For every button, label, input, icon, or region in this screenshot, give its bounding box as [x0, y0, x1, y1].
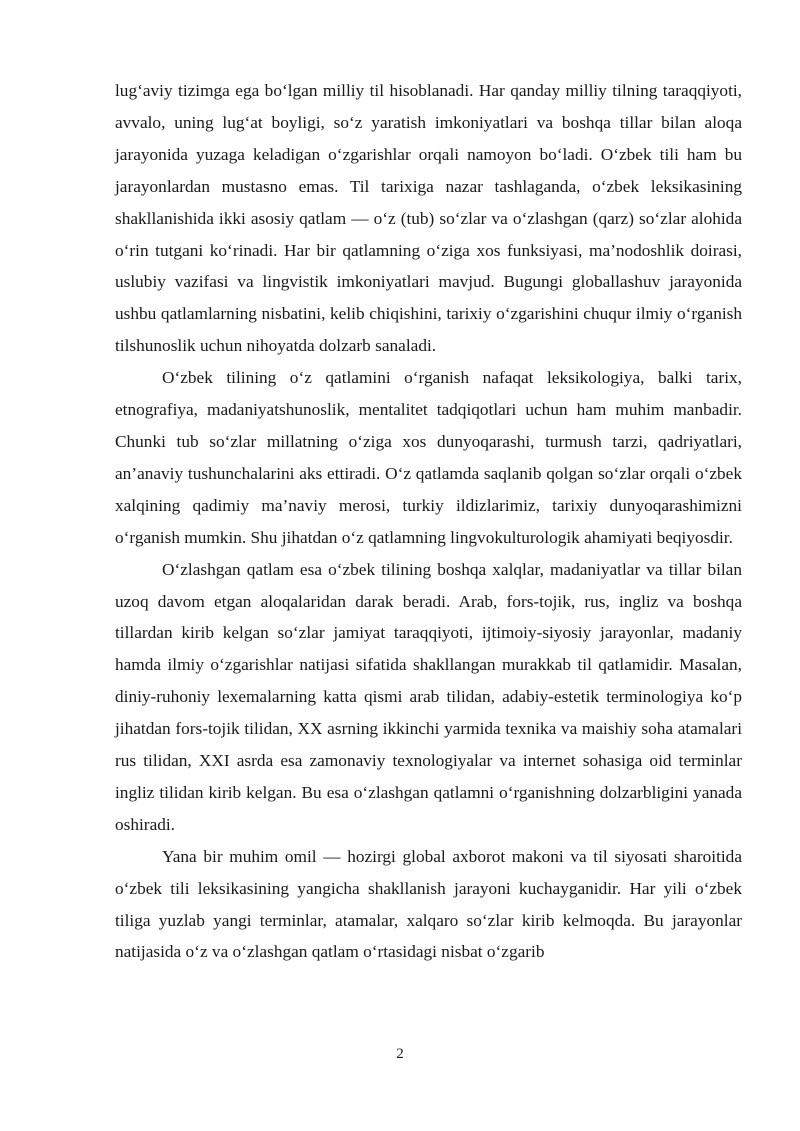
paragraph-1: lug‘aviy tizimga ega bo‘lgan milliy til hisoblanadi. Har qanday milliy tilning taraqqiyoti, avvalo, uning lug‘at boyligi, so‘z yaratish imkoniyatlari va boshqa tillar bilan aloqa jarayonida yuzaga keladigan o‘zgarishlar orqali namoyon bo‘ladi. O‘zbek tili ham bu jarayonlardan mustasno emas. Til tarixiga nazar tashlaganda, o‘zbek leksikasining shakllanishida ikki asosiy qatlam — o‘z (tub) so‘zlar va o‘zlashgan (qarz) so‘zlar alohida o‘rin tutgani ko‘rinadi. Har bir qatlamning o‘ziga xos funksiyasi, ma’nodoshlik doirasi, uslubiy vazifasi va lingvistik imkoniyatlari mavjud. Bugungi globallashuv jarayonida ushbu qatlamlarning nisbatini, kelib chiqishini, tarixiy o‘zgarishini chuqur ilmiy o‘rganish tilshunoslik uchun nihoyatda dolzarb sanaladi. — [115, 81, 742, 356]
body-text — [115, 75, 742, 968]
paragraph-2: O‘zbek tilining o‘z qatlamini o‘rganish nafaqat leksikologiya, balki tarix, etnografiya, madaniyatshunoslik, mentalitet tadqiqotlari uchun ham muhim manbadir. Chunki tub so‘zlar millatning o‘ziga xos dunyoqarashi, turmush tarzi, qadriyatlari, an’anaviy tushunchalarini aks ettiradi. O‘z qatlamda saqlanib qolgan so‘zlar orqali o‘zbek xalqining qadimiy ma’naviy merosi, turkiy ildizlarimiz, tarixiy dunyoqarashimizni o‘rganish mumkin. Shu jihatdan o‘z qatlamning lingvokulturologik ahamiyati beqiyosdir. — [115, 368, 742, 547]
page-number: 2 — [396, 1046, 404, 1062]
paragraph-4: Yana bir muhim omil — hozirgi global axborot makoni va til siyosati sharoitida o‘zbek tili leksikasining yangicha shakllanish jarayoni kuchayganidir. Har yili o‘zbek tiliga yuzlab yangi terminlar, atamalar, xalqaro so‘zlar kirib kelmoqda. Bu jarayonlar natijasida o‘z va o‘zlashgan qatlam o‘rtasidagi nisbat o‘zgarib — [115, 846, 742, 962]
paragraph-3: O‘zlashgan qatlam esa o‘zbek tilining boshqa xalqlar, madaniyatlar va tillar bilan uzoq davom etgan aloqalaridan darak beradi. Arab, fors-tojik, rus, ingliz va boshqa tillardan kirib kelgan so‘zlar jamiyat taraqqiyoti, ijtimoiy-siyosiy jarayonlar, madaniy hamda ilmiy o‘zgarishlar natijasi sifatida shakllangan murakkab til qatlamidir. Masalan, diniy-ruhoniy lexemalarning katta qismi arab tilidan, adabiy-estetik terminologiya ko‘p jihatdan fors-tojik tilidan, XX asrning ikkinchi yarmida texnika va maishiy soha atamalari rus tilidan, XXI asrda esa zamonaviy texnologiyalar va internet sohasiga oid terminlar ingliz tilidan kirib kelgan. Bu esa o‘zlashgan qatlamni o‘rganishning dolzarbligini yanada oshiradi. — [115, 559, 742, 834]
